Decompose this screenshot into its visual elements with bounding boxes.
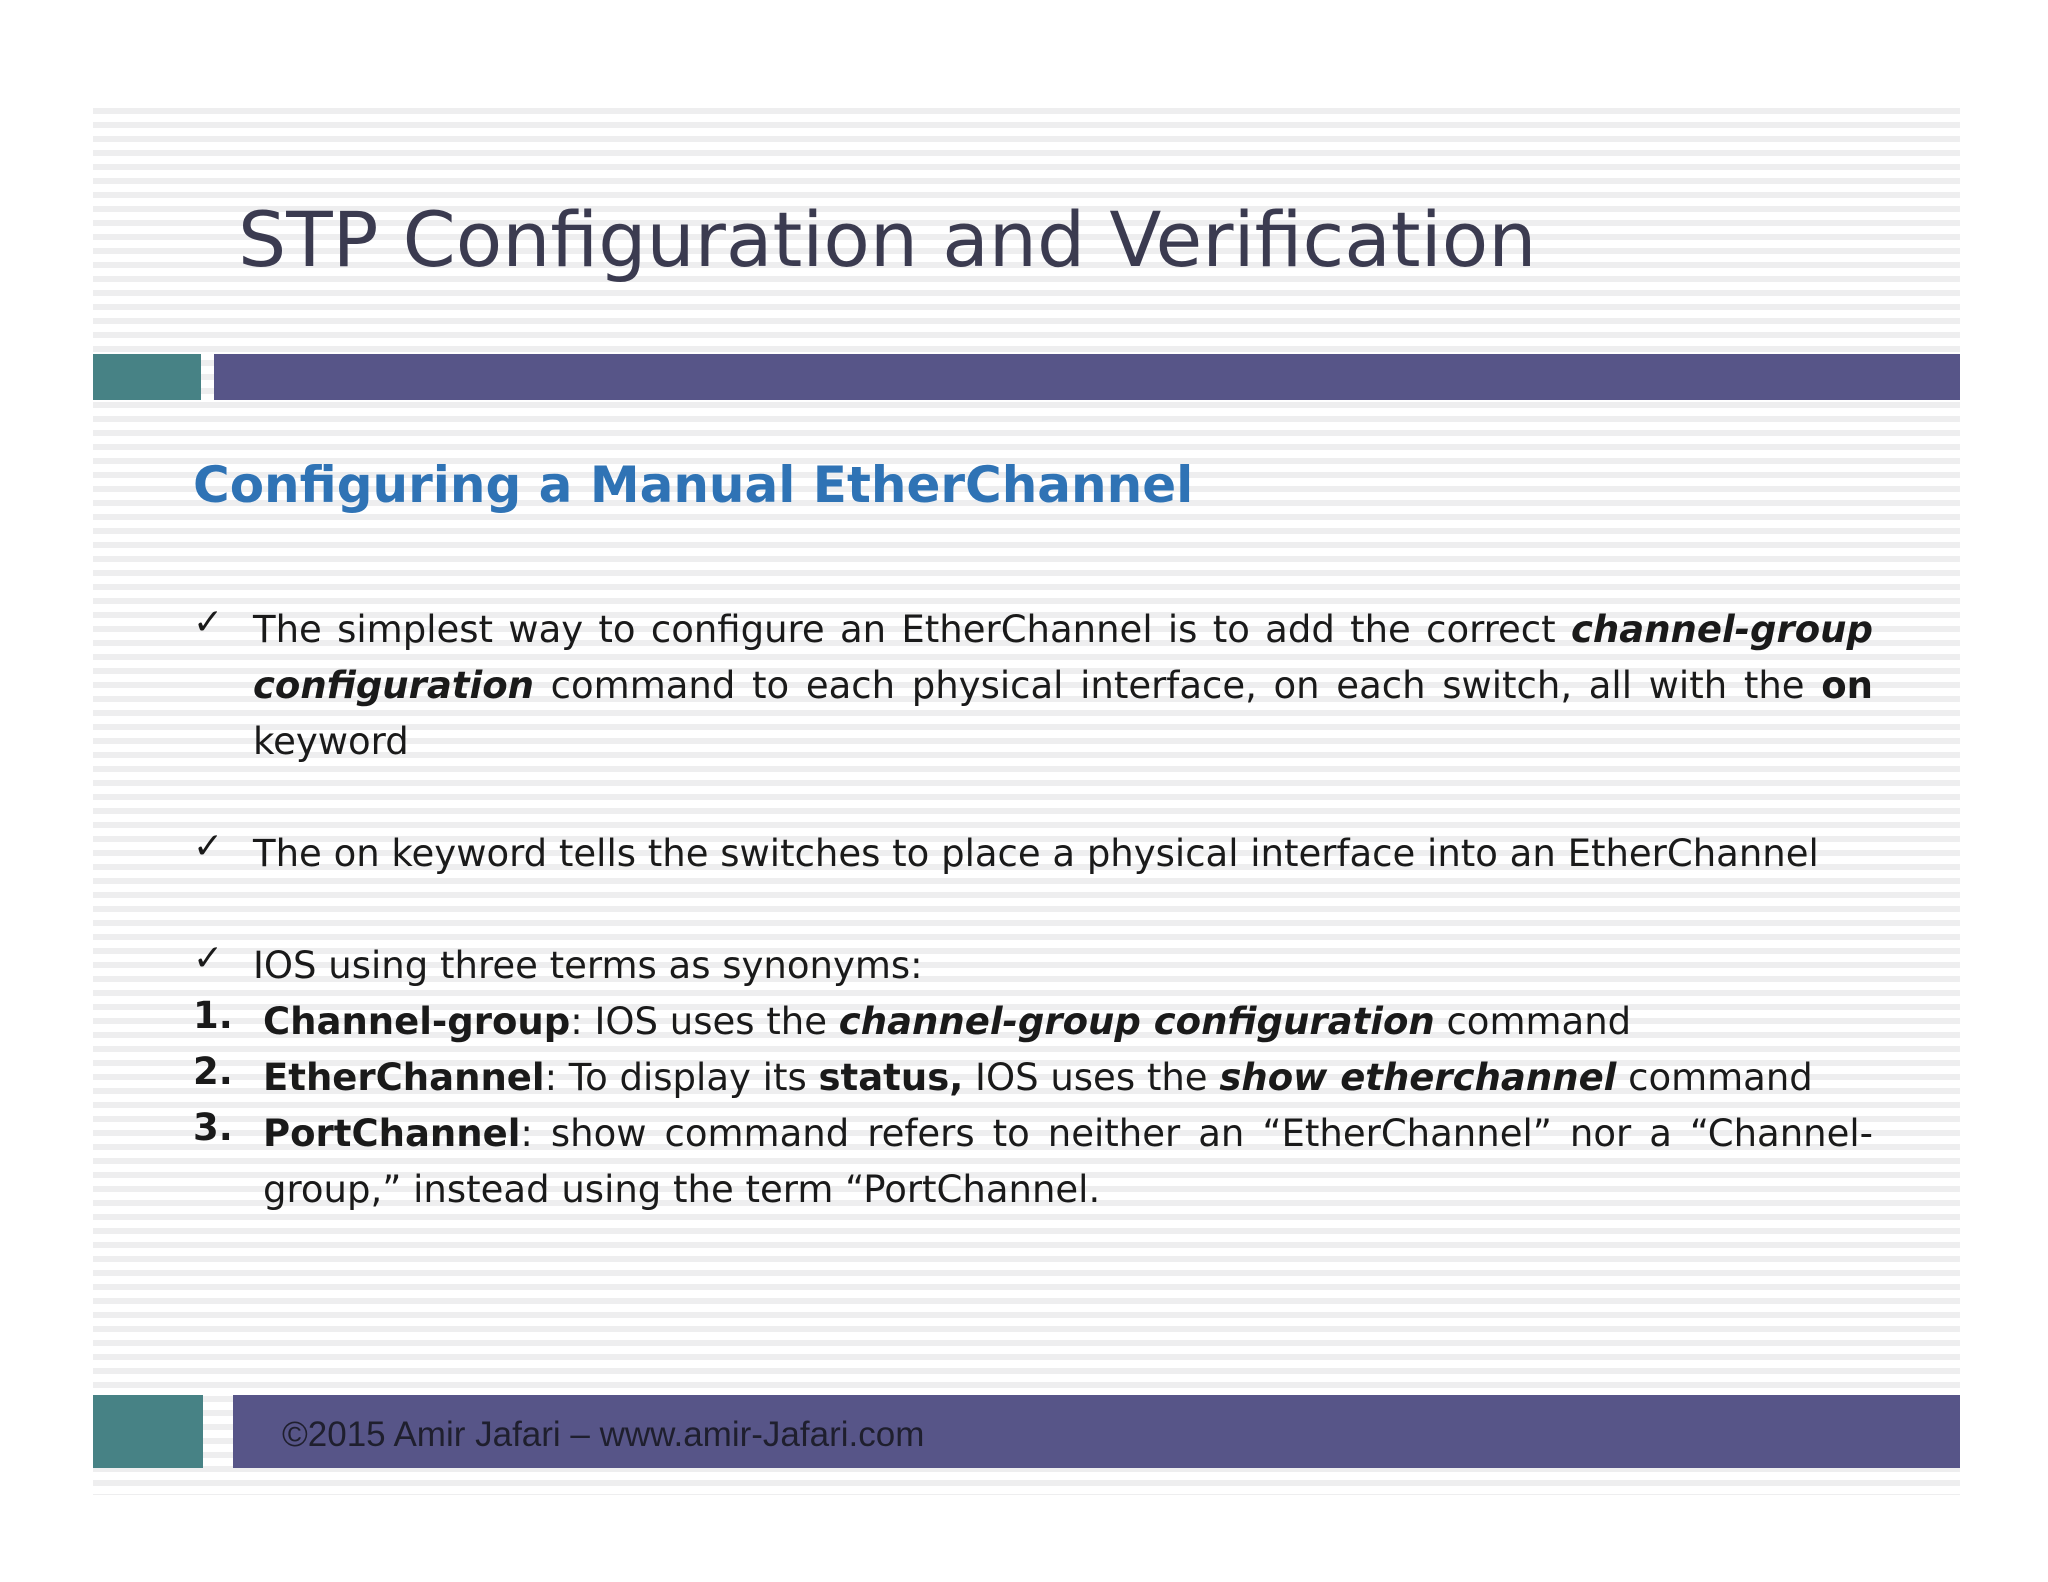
item-term: EtherChannel — [263, 1056, 545, 1099]
item-number: 1. — [193, 994, 233, 1037]
check-icon: ✓ — [193, 602, 224, 643]
bullet-item — [193, 602, 1873, 770]
command-text: channel-group configuration — [253, 608, 1873, 707]
keyword-text: on — [1821, 664, 1873, 707]
item-number: 2. — [193, 1050, 233, 1093]
slide-subtitle: Configuring a Manual EtherChannel — [193, 456, 1194, 514]
item-term: PortChannel — [263, 1112, 521, 1155]
bullet-item — [193, 826, 1873, 882]
bullet-text: IOS using three terms as synonyms: — [253, 944, 923, 987]
numbered-item — [193, 1050, 1873, 1106]
footer-copyright: ©2015 Amir Jafari – www.amir-Jafari.com — [282, 1415, 925, 1454]
item-term: Channel-group — [263, 1000, 571, 1043]
check-icon: ✓ — [193, 826, 224, 867]
numbered-item — [193, 994, 1873, 1050]
item-number: 3. — [193, 1106, 233, 1149]
item-text: PortChannel: show command refers to neither an “EtherChannel” nor a “Channel-group,” instead using the term “PortChannel. — [263, 1112, 1873, 1211]
header-accent-block — [93, 354, 201, 400]
bullet-text: The on keyword tells the switches to place a physical interface into an EtherChannel — [253, 832, 1819, 875]
numbered-item — [193, 1106, 1873, 1218]
bullet-text: The simplest way to configure an EtherChannel is to add the correct channel-group configuration command to each physical interface, on each switch, all with the on keyword — [253, 608, 1873, 763]
item-text: Channel-group: IOS uses the channel-group configuration command — [263, 1000, 1632, 1043]
item-text: EtherChannel: To display its status, IOS uses the show etherchannel command — [263, 1056, 1813, 1099]
striped-background — [93, 100, 1960, 1495]
emphasis-text: status, — [818, 1056, 964, 1099]
command-text: show etherchannel — [1219, 1056, 1617, 1099]
check-icon: ✓ — [193, 938, 224, 979]
command-text: channel-group configuration — [838, 1000, 1435, 1043]
footer-accent-block — [93, 1395, 203, 1468]
bullet-item — [193, 938, 1873, 994]
slide-title: STP Configuration and Verification — [238, 195, 1537, 284]
header-divider-bar — [214, 354, 1960, 400]
